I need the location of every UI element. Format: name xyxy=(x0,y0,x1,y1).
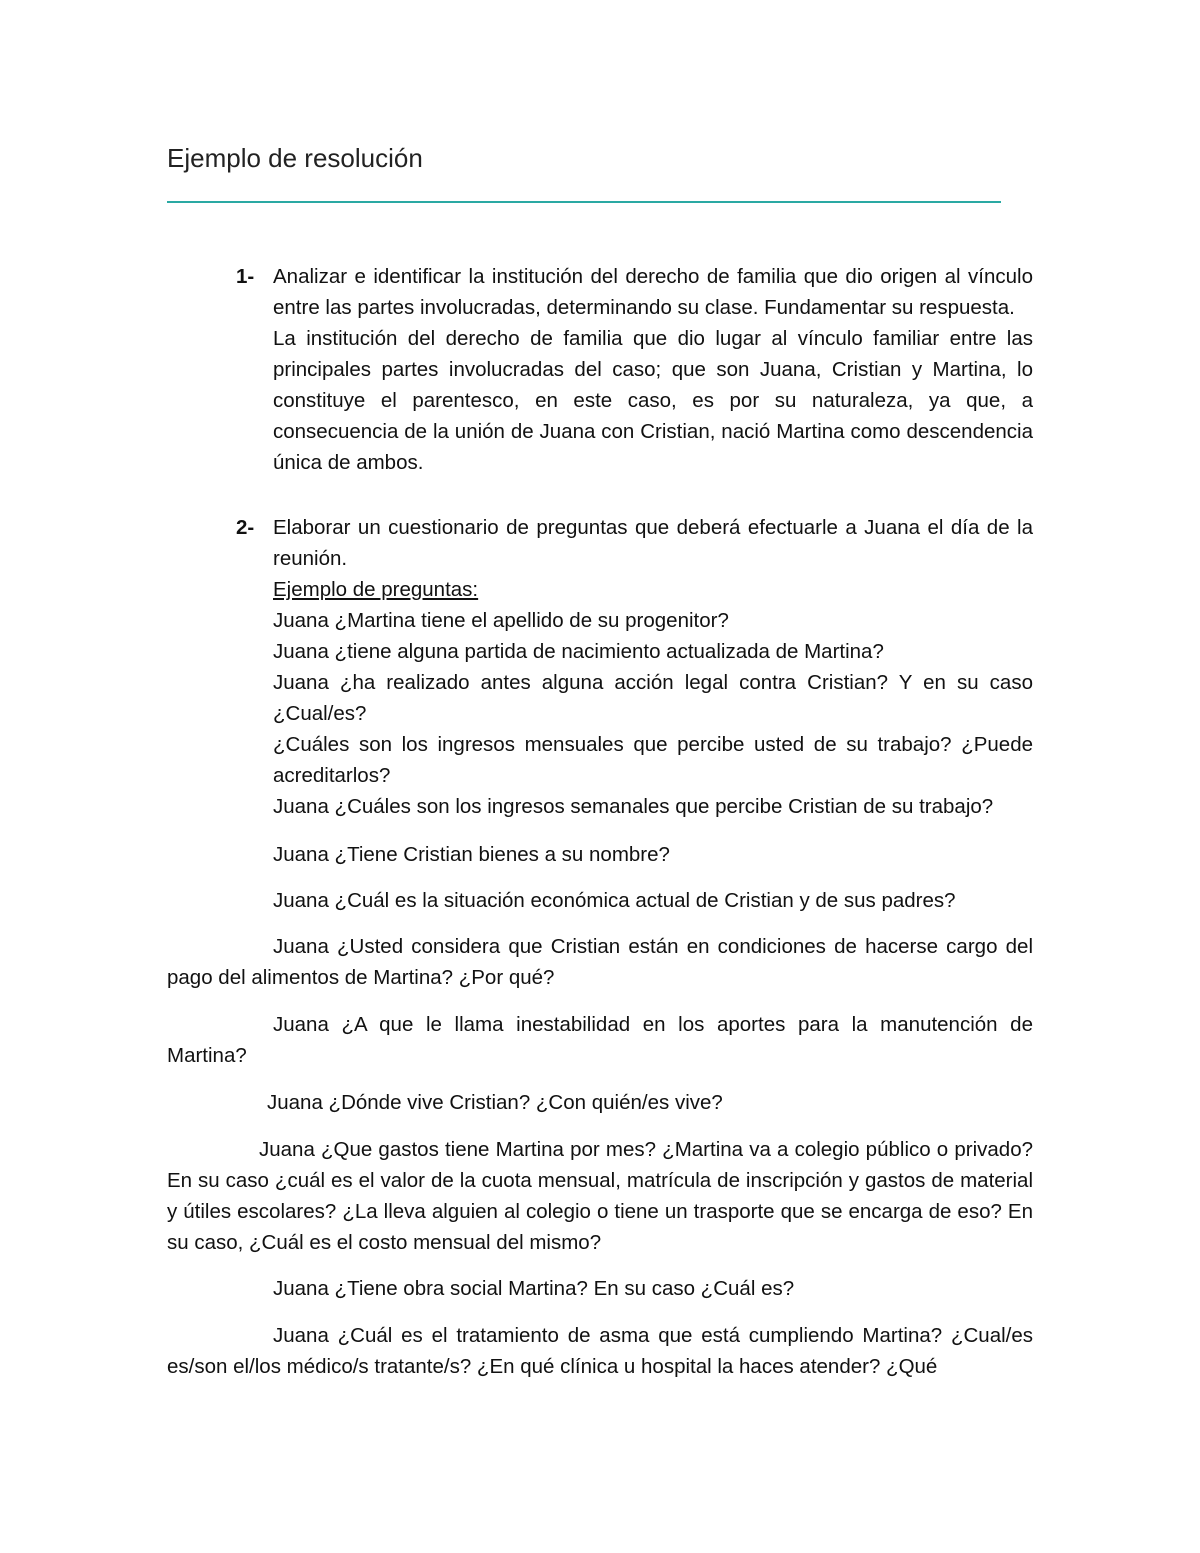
document-title: Ejemplo de resolución xyxy=(167,143,423,173)
examples-heading: Ejemplo de preguntas: xyxy=(273,578,479,601)
question-paragraph xyxy=(167,1087,1033,1118)
question-text: Juana ¿Cuál es el tratamiento de asma que está cumpliendo Martina? ¿Cual/es es/son el/los médico/s tratante/s? ¿En qué clínica u hospital la haces atender? ¿Qué xyxy=(167,1324,1033,1378)
item-2-number: 2- xyxy=(236,516,255,539)
question-text: Juana ¿Cuál es la situación económica actual de Cristian y de sus padres? xyxy=(273,889,956,912)
question-text: Juana ¿A que le llama inestabilidad en los aportes para la manutención de Martina? xyxy=(167,1013,1033,1067)
question-text: Juana ¿Usted considera que Cristian están en condiciones de hacerse cargo del pago del alimentos de Martina? ¿Por qué? xyxy=(167,935,1033,989)
question-line: Juana ¿Martina tiene el apellido de su progenitor? xyxy=(273,609,729,632)
question-text: Juana ¿Dónde vive Cristian? ¿Con quién/es vive? xyxy=(267,1091,723,1114)
question-paragraph xyxy=(167,1320,1033,1382)
item-1-answer: La institución del derecho de familia que dio lugar al vínculo familiar entre las principales partes involucradas del caso; que son Juana, Cristian y Martina, lo constituye el parentesco, en este caso, es por su naturaleza, ya que, a consecuencia de la unión de Juana con Cristian, nació Martina como descendencia única de ambos. xyxy=(273,327,1033,474)
question-paragraph xyxy=(167,885,1033,916)
item-1-question: Analizar e identificar la institución del derecho de familia que dio origen al vínculo entre las partes involucradas, determinando su clase. Fundamentar su respuesta. xyxy=(273,265,1033,319)
title-divider xyxy=(167,201,1001,203)
question-line: Juana ¿ha realizado antes alguna acción legal contra Cristian? Y en su caso ¿Cual/es? xyxy=(273,671,1033,725)
question-line: ¿Cuáles son los ingresos mensuales que percibe usted de su trabajo? ¿Puede acreditarlos? xyxy=(273,733,1033,787)
question-paragraph xyxy=(167,1009,1033,1071)
question-text: Juana ¿Que gastos tiene Martina por mes? ¿Martina va a colegio público o privado? En su caso ¿cuál es el valor de la cuota mensual, matrícula de inscripción y gastos de material y útiles escolares? ¿La lleva alguien al colegio o tiene un trasporte que se encarga de eso? En su caso, ¿Cuál es el costo mensual del mismo? xyxy=(167,1138,1033,1254)
question-paragraph xyxy=(167,1134,1033,1258)
item-1-number: 1- xyxy=(236,265,255,288)
question-paragraph xyxy=(167,839,1033,870)
question-text: Juana ¿Tiene obra social Martina? En su caso ¿Cuál es? xyxy=(273,1277,795,1300)
question-text: Juana ¿Tiene Cristian bienes a su nombre? xyxy=(273,843,670,866)
list-item-1 xyxy=(236,261,1033,478)
list-item-2 xyxy=(236,512,1033,822)
question-line: Juana ¿tiene alguna partida de nacimiento actualizada de Martina? xyxy=(273,640,884,663)
question-paragraph xyxy=(167,1273,1033,1304)
question-line: Juana ¿Cuáles son los ingresos semanales que percibe Cristian de su trabajo? xyxy=(273,795,994,818)
question-paragraph xyxy=(167,931,1033,993)
item-2-question: Elaborar un cuestionario de preguntas que deberá efectuarle a Juana el día de la reunión. xyxy=(273,516,1033,570)
